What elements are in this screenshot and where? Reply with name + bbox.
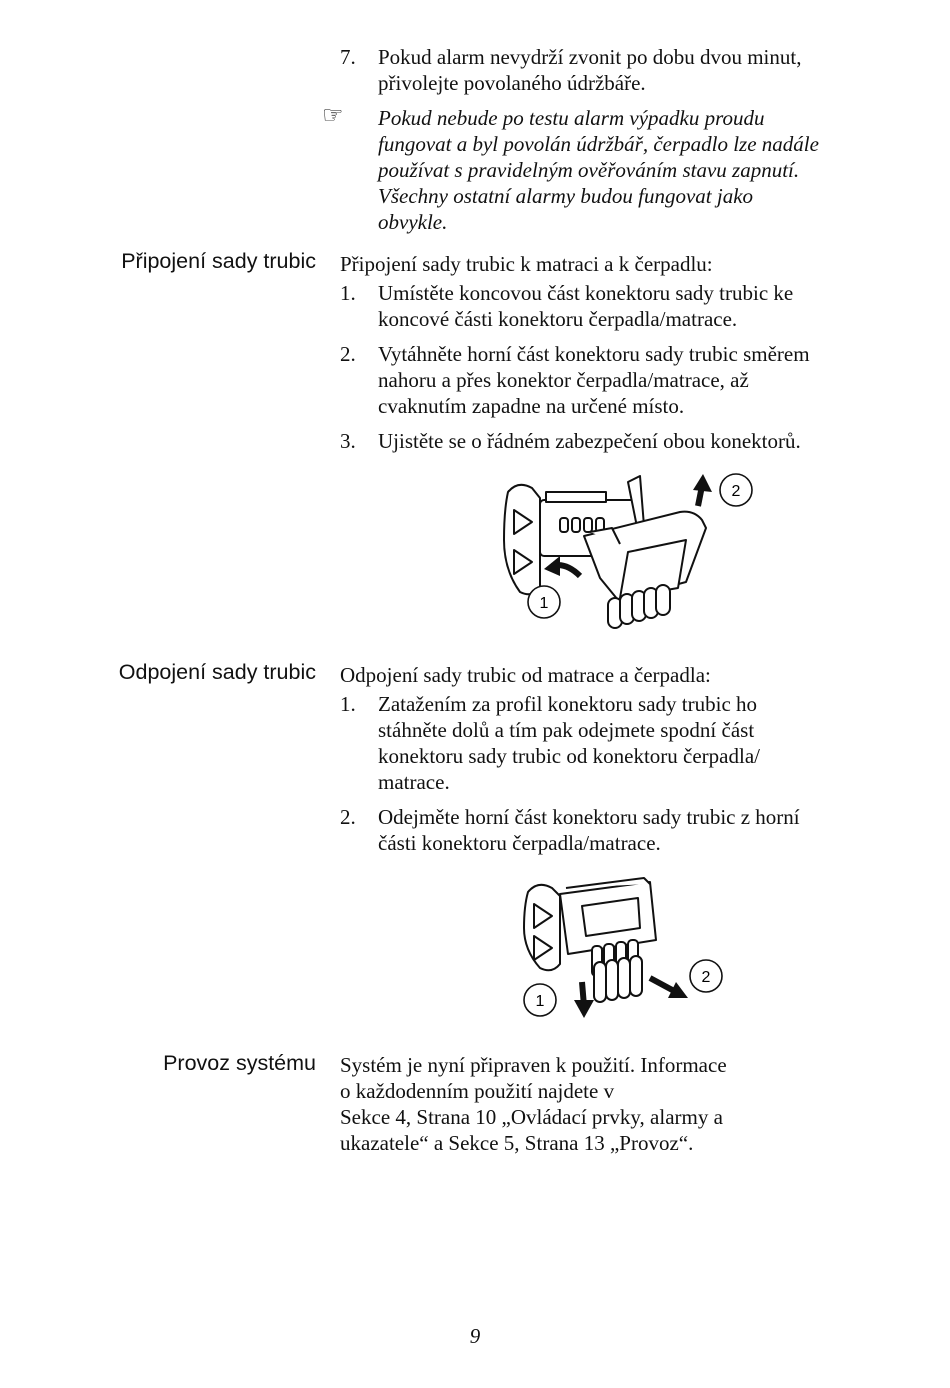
connect-intro: Připojení sady trubic k matraci a k čerpadlu: [340, 252, 713, 276]
note-line: obvykle. [378, 210, 448, 234]
connect-step-3 [340, 428, 900, 454]
connect-section [340, 251, 900, 463]
disconnect-step-1 [340, 691, 900, 795]
step-line: části konektoru čerpadla/matrace. [378, 831, 661, 855]
operation-line: Systém je nyní připraven k použití. Informace [340, 1053, 727, 1077]
step-line: nahoru a přes konektor čerpadla/matrace, až [378, 368, 749, 392]
item-7 [340, 44, 900, 105]
connector-detach-illustration [510, 870, 740, 1030]
disconnect-step-2 [340, 804, 900, 856]
connect-step-2 [340, 341, 900, 419]
operation-line: o každodenním použití najdete v [340, 1079, 615, 1103]
disconnect-section [340, 662, 900, 865]
step-line: koncové části konektoru čerpadla/matrace. [378, 307, 738, 331]
step-number: 2. [340, 342, 356, 366]
step-line: Zatažením za profil konektoru sady trubic ho [378, 692, 758, 716]
item-text-line: Pokud alarm nevydrží zvonit po dobu dvou minut, [378, 45, 802, 69]
note-line: Pokud nebude po testu alarm výpadku proudu [378, 106, 765, 130]
connect-step-1 [340, 280, 900, 332]
step-number: 3. [340, 429, 356, 453]
disconnect-intro: Odpojení sady trubic od matrace a čerpadla: [340, 663, 711, 687]
note-line: Všechny ostatní alarmy budou fungovat jako [378, 184, 754, 208]
step-line: Vytáhněte horní část konektoru sady trubic směrem [378, 342, 810, 366]
step-line: cvaknutím zapadne na určené místo. [378, 394, 685, 418]
pointing-hand-icon: ☞ [322, 103, 344, 129]
item-text-line: přivolejte povolaného údržbáře. [378, 71, 646, 95]
section-heading-connect: Připojení sady trubic [121, 249, 316, 273]
operation-line: Sekce 4, Strana 10 „Ovládací prvky, alarmy a [340, 1105, 723, 1129]
step-number: 1. [340, 692, 356, 716]
callout-2: 2 [731, 483, 741, 500]
operation-line: ukazatele“ a Sekce 5, Strana 13 „Provoz“. [340, 1131, 694, 1155]
step-line: Umístěte koncovou část konektoru sady trubic ke [378, 281, 794, 305]
connector-attach-illustration [490, 470, 760, 645]
item-number: 7. [340, 45, 356, 69]
step-line: Odejměte horní část konektoru sady trubic z horní [378, 805, 800, 829]
page-number: 9 [469, 1324, 481, 1348]
step-line: stáhněte dolů a tím pak odejmete spodní část [378, 718, 755, 742]
operation-section [340, 1052, 900, 1156]
step-number: 2. [340, 805, 356, 829]
callout-1: 1 [539, 595, 549, 612]
note-line: používat s pravidelným ověřováním stavu zapnutí. [378, 158, 800, 182]
note-line: fungovat a byl povolán údržbář, čerpadlo lze nadále [378, 132, 819, 156]
step-line: matrace. [378, 770, 450, 794]
note-block [322, 103, 900, 244]
step-line: konektoru sady trubic od konektoru čerpadla/ [378, 744, 760, 768]
step-number: 1. [340, 281, 356, 305]
section-heading-operation: Provoz systému [163, 1051, 316, 1075]
callout-1: 1 [535, 993, 545, 1010]
callout-2: 2 [701, 969, 711, 986]
step-line: Ujistěte se o řádném zabezpečení obou konektorů. [378, 429, 801, 453]
section-heading-disconnect: Odpojení sady trubic [118, 660, 316, 684]
